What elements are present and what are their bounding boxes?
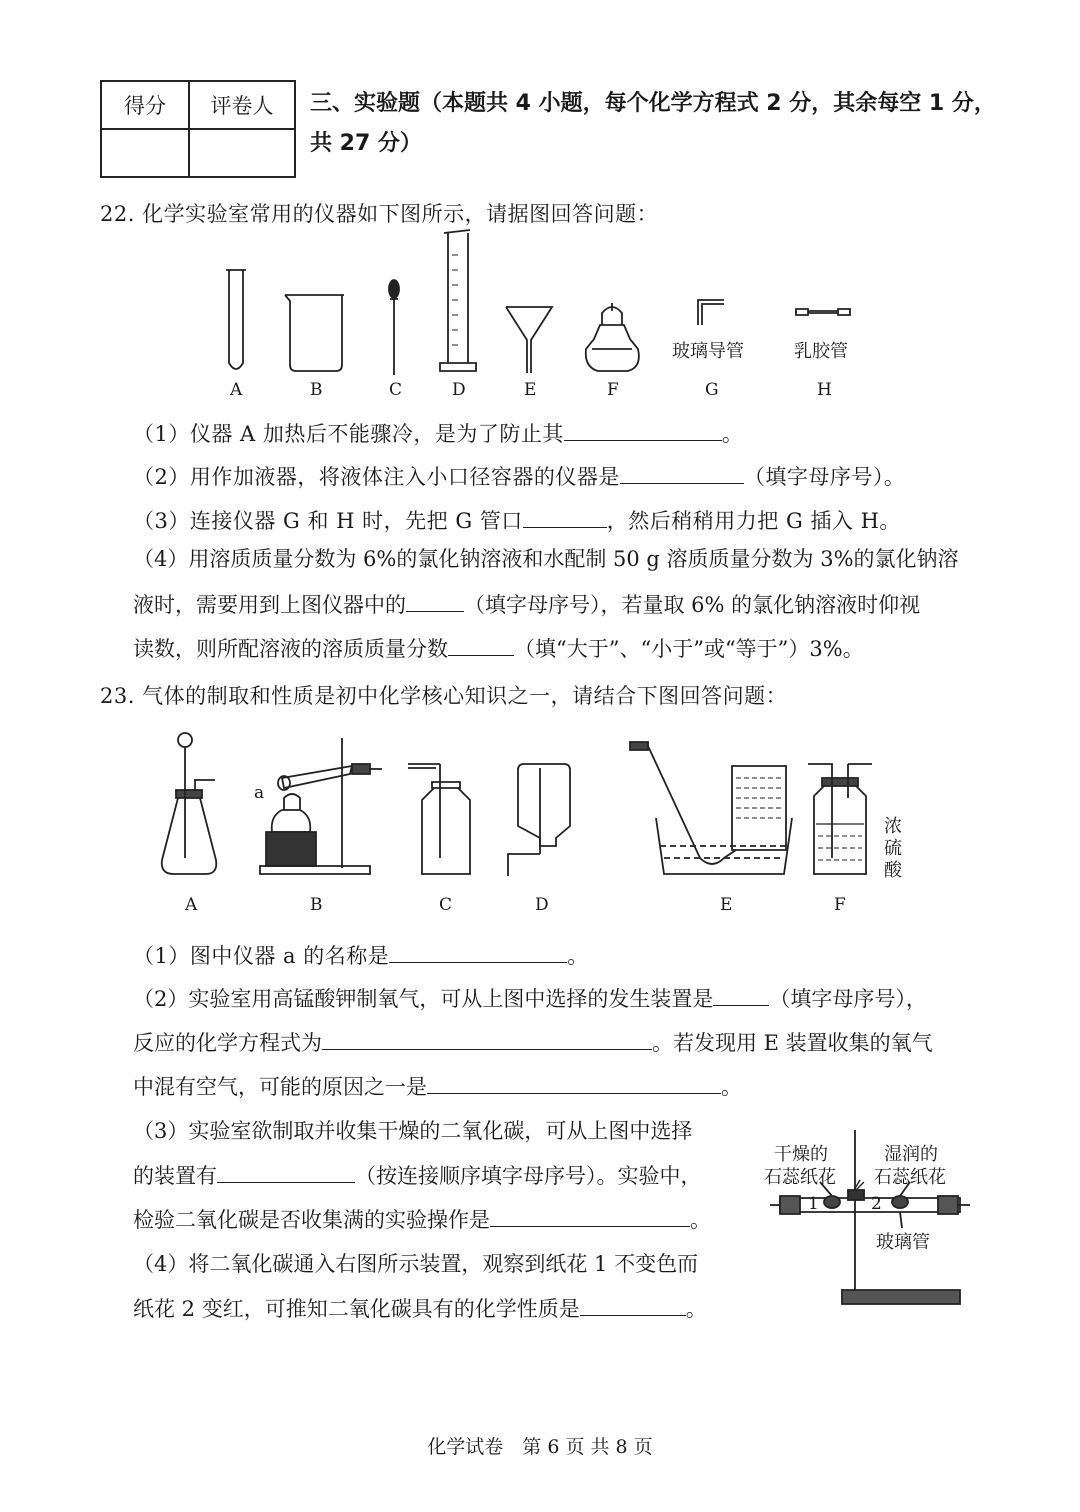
score-table [100, 80, 296, 178]
funnel-icon [506, 307, 552, 373]
app-letter-C: C [439, 895, 453, 915]
q23-part3-line2: 的装置有 （按连接顺序填字母序号）。实验中， [133, 1164, 702, 1188]
dry-label-1: 干燥的 [774, 1144, 828, 1165]
flower-1-label: 1 [808, 1194, 819, 1214]
wet-label-1: 湿润的 [884, 1144, 938, 1165]
q23-part2-line2: 反应的化学方程式为 。若发现用 E 装置收集的氧气 [133, 1031, 933, 1055]
letter-F: F [607, 380, 619, 400]
q22-stem: 22. 化学实验室常用的仪器如下图所示，请据图回答问题： [100, 202, 659, 226]
graduated-cylinder-icon [440, 230, 476, 371]
letter-H: H [817, 380, 832, 400]
wet-label-2: 石蕊纸花 [874, 1167, 946, 1188]
dropper-icon [389, 280, 399, 375]
app-letter-D: D [535, 895, 549, 915]
glass-tube-icon [698, 300, 724, 325]
glass-tube-label: 玻璃导管 [672, 341, 744, 362]
gas-bottle-down-icon [508, 764, 570, 876]
dry-label-2: 石蕊纸花 [764, 1167, 836, 1188]
grader-cell[interactable] [189, 129, 295, 177]
letter-G: G [705, 380, 719, 400]
q23-p3-blank2[interactable] [490, 1206, 690, 1227]
q22-part4-line3: 读数，则所配溶液的溶质质量分数 （填“大于”、“小于”或“等于”）3%。 [133, 637, 864, 661]
q22-part3: （3）连接仪器 G 和 H 时，先把 G 管口 ，然后稍稍用力把 G 插入 H。 [133, 509, 901, 533]
acid-char-3: 酸 [884, 860, 902, 881]
rubber-tube-label: 乳胶管 [794, 341, 848, 362]
alcohol-lamp-icon [586, 303, 639, 371]
q22-instruments-figure [0, 225, 1080, 425]
letter-E: E [524, 380, 537, 400]
q23-p3-blank1[interactable] [217, 1162, 355, 1183]
wash-bottle-icon [808, 764, 872, 874]
q22-p4-blank2[interactable] [448, 635, 514, 656]
page-footer: 化学试卷 第 6 页 共 8 页 [427, 1436, 653, 1458]
q23-part2-line1: （2）实验室用高锰酸钾制氧气，可从上图中选择的发生装置是 （填字母序号）， [133, 987, 927, 1011]
q23-p2-blank3[interactable] [427, 1073, 721, 1094]
q22-part4-line1: （4）用溶质质量分数为 6%的氯化钠溶液和水配制 50 g 溶质质量分数为 3%的氯化钠溶 [133, 547, 959, 571]
q23-p1-blank[interactable] [389, 942, 567, 963]
conical-flask-icon [162, 733, 217, 874]
letter-A: A [230, 380, 243, 400]
q23-p2-blank1[interactable] [713, 985, 769, 1006]
water-trough-icon [630, 742, 792, 874]
acid-char-2: 硫 [884, 838, 902, 859]
q23-part4-line2: 纸花 2 变红，可推知二氧化碳具有的化学性质是 。 [133, 1297, 707, 1321]
q23-p4-blank[interactable] [580, 1295, 686, 1316]
q23-part4-line1: （4）将二氧化碳通入右图所示装置，观察到纸花 1 不变色而 [133, 1252, 699, 1276]
app-letter-B: B [310, 895, 323, 915]
q23-part1: （1）图中仪器 a 的名称是 。 [133, 944, 589, 968]
q23-stem: 23. 气体的制取和性质是初中化学核心知识之一，请结合下图回答问题： [100, 684, 788, 708]
grader-header: 评卷人 [189, 81, 295, 129]
app-letter-E: E [720, 895, 733, 915]
app-letter-A: A [185, 895, 198, 915]
flower-2-label: 2 [871, 1194, 882, 1214]
q23-part2-line3: 中混有空气，可能的原因之一是 。 [133, 1075, 742, 1099]
score-header: 得分 [101, 81, 189, 129]
test-tube-icon [226, 270, 246, 369]
q23-p2-blank2[interactable] [322, 1029, 652, 1050]
score-cell[interactable] [101, 129, 189, 177]
app-letter-F: F [834, 895, 846, 915]
gas-bottle-up-icon [408, 764, 470, 874]
q22-p1-blank[interactable] [564, 420, 722, 441]
acid-char-1: 浓 [884, 816, 902, 837]
q23-part3-line3: 检验二氧化碳是否收集满的实验操作是 。 [133, 1208, 711, 1232]
q23-apparatus-figure [0, 728, 1080, 898]
q23-part3-line1: （3）实验室欲制取并收集干燥的二氧化碳，可从上图中选择 [133, 1119, 693, 1143]
q22-part2: （2）用作加液器，将液体注入小口径容器的仪器是 （填字母序号）。 [133, 465, 906, 489]
q22-part1: （1）仪器 A 加热后不能骤冷，是为了防止其 。 [133, 422, 744, 446]
beaker-icon [285, 295, 344, 371]
letter-B: B [310, 380, 323, 400]
q22-p3-blank[interactable] [523, 507, 607, 528]
rubber-tube-icon [796, 309, 850, 315]
label-a: a [254, 783, 265, 803]
q22-part4-line2: 液时，需要用到上图仪器中的 （填字母序号），若量取 6% 的氯化钠溶液时仰视 [133, 593, 921, 617]
iron-stand-heating-icon [260, 738, 382, 874]
q22-p4-blank1[interactable] [406, 591, 464, 612]
letter-D: D [452, 380, 466, 400]
q22-p2-blank[interactable] [620, 463, 744, 484]
glass-tube-fig-label: 玻璃管 [876, 1232, 930, 1253]
letter-C: C [389, 380, 403, 400]
section-title: 三、实验题（本题共 4 小题，每个化学方程式 2 分，其余每空 1 分，共 27 分） [310, 91, 996, 156]
